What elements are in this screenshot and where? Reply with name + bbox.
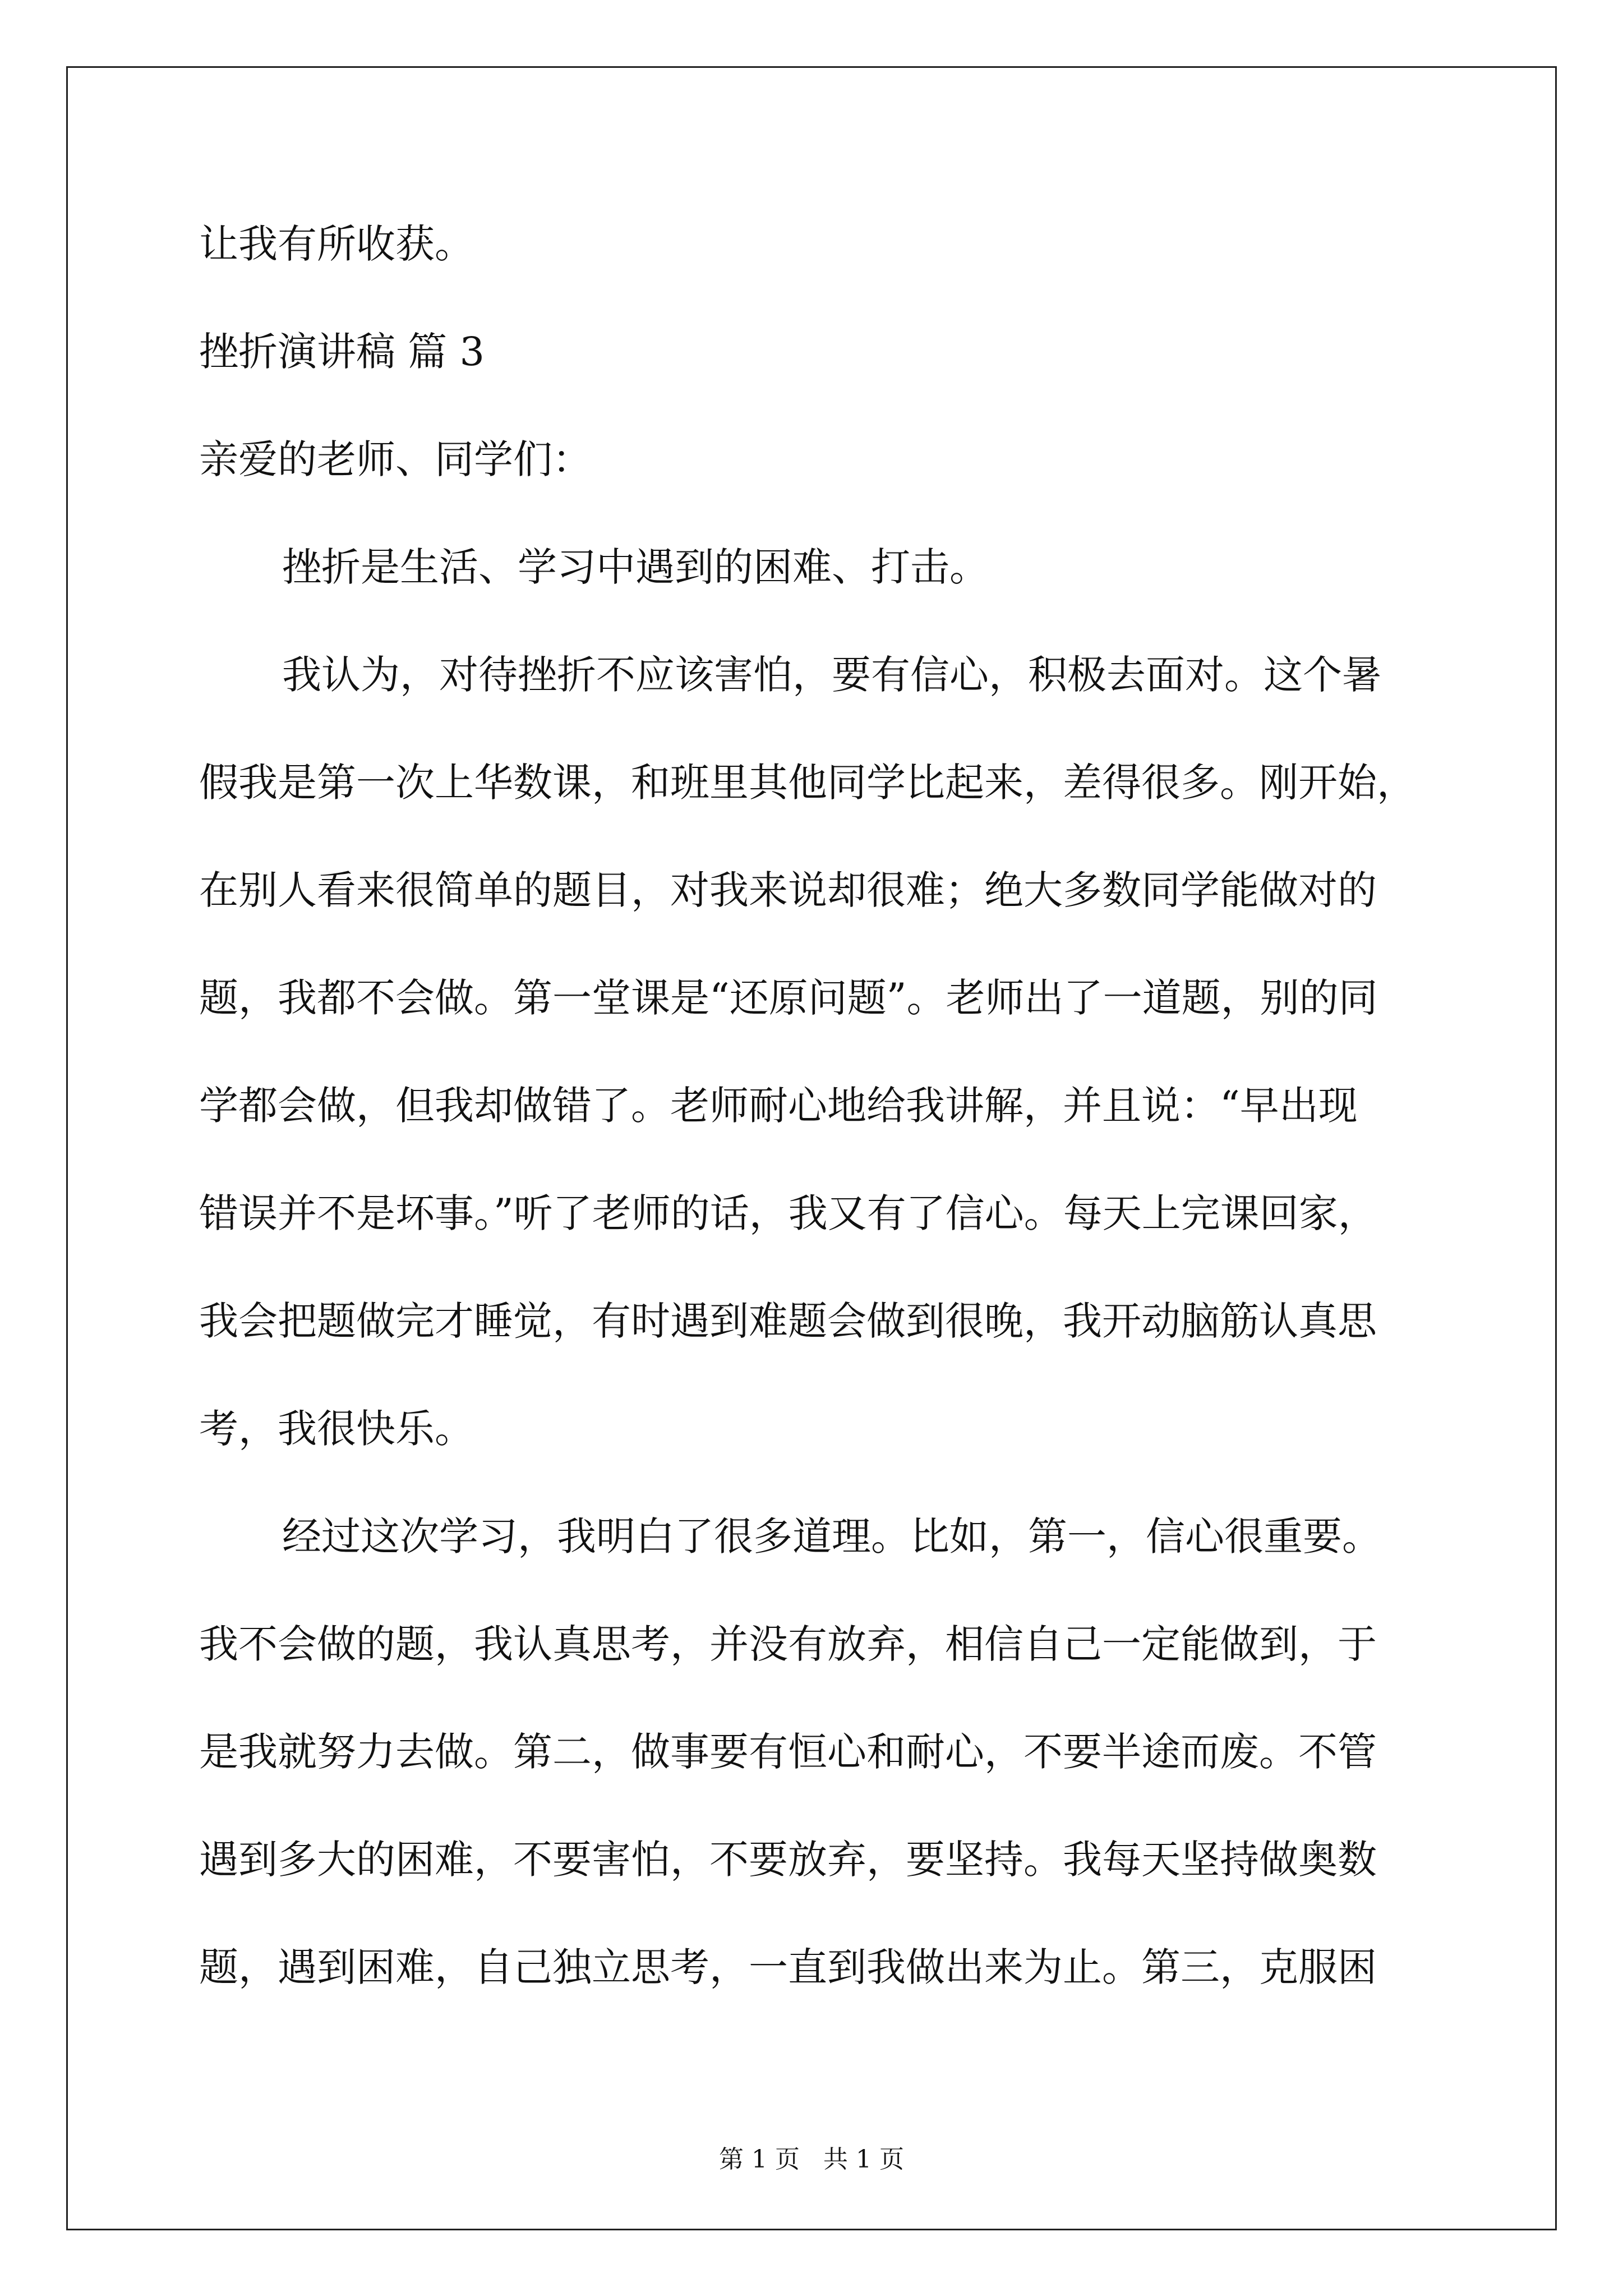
text-line: 让我有所收获。 xyxy=(199,221,474,267)
paragraph-start: 经过这次学习，我明白了很多道理。比如，第一，信心很重要。 xyxy=(282,1513,1381,1559)
paragraph-start: 挫折是生活、学习中遇到的困难、打击。 xyxy=(282,544,989,590)
text-line: 遇到多大的困难，不要害怕，不要放弃，要坚持。我每天坚持做奥数 xyxy=(199,1837,1377,1883)
text-line: 在别人看来很简单的题目，对我来说却很难；绝大多数同学能做对的 xyxy=(199,867,1377,913)
page-footer: 第 1 页 共 1 页 xyxy=(719,2145,904,2174)
text-line: 题，遇到困难，自己独立思考，一直到我做出来为止。第三，克服困 xyxy=(199,1944,1377,1990)
text-line: 是我就努力去做。第二，做事要有恒心和耐心，不要半途而废。不管 xyxy=(199,1729,1377,1775)
text-line: 我不会做的题，我认真思考，并没有放弃，相信自己一定能做到，于 xyxy=(199,1621,1377,1667)
text-line: 题，我都不会做。第一堂课是“还原问题”。老师出了一道题，别的同 xyxy=(199,975,1378,1021)
text-line: 学都会做，但我却做错了。老师耐心地给我讲解，并且说：“早出现 xyxy=(199,1083,1358,1129)
section-heading: 挫折演讲稿 篇 3 xyxy=(199,329,485,375)
text-line: 考，我很快乐。 xyxy=(199,1406,474,1452)
paragraph-start: 我认为，对待挫折不应该害怕，要有信心，积极去面对。这个暑 xyxy=(282,652,1381,698)
document-body xyxy=(199,219,1433,2050)
text-line: 我会把题做完才睡觉，有时遇到难题会做到很晚，我开动脑筋认真思 xyxy=(199,1298,1377,1344)
text-line: 错误并不是坏事。”听了老师的话，我又有了信心。每天上完课回家， xyxy=(199,1190,1377,1236)
text-line: 假我是第一次上华数课，和班里其他同学比起来，差得很多。刚开始， xyxy=(199,760,1416,806)
salutation: 亲爱的老师、同学们： xyxy=(199,436,592,482)
